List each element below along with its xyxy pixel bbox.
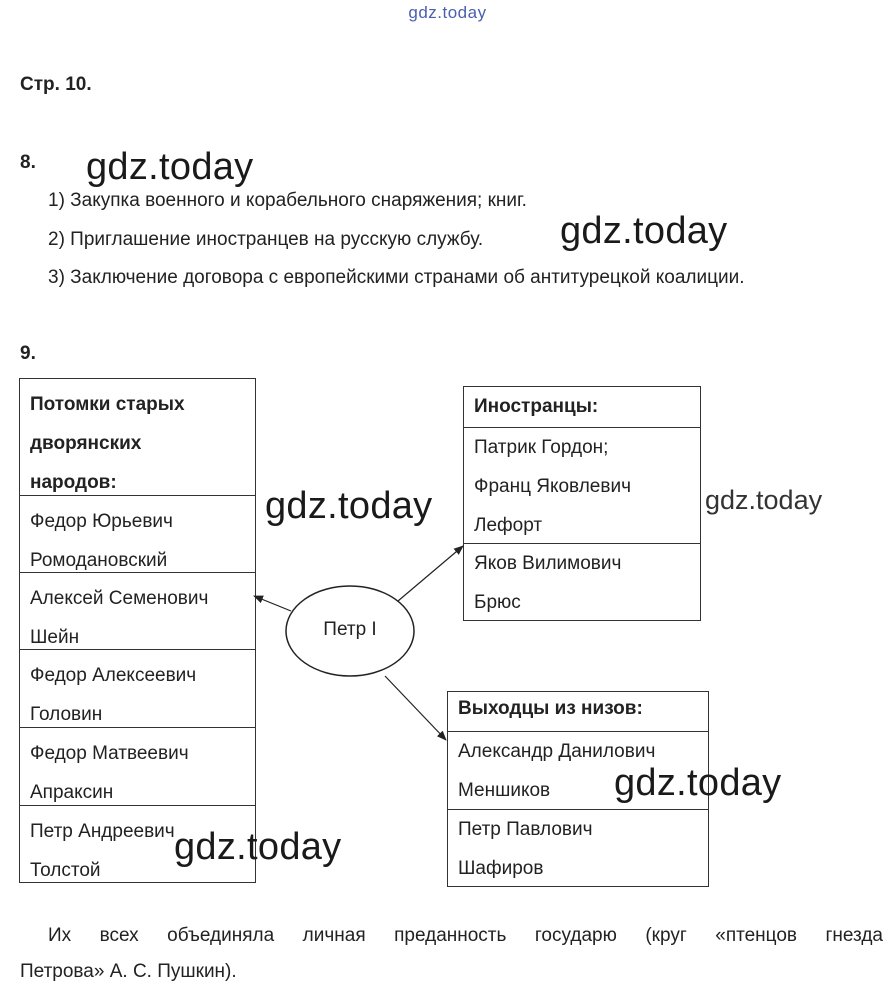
person-name-line: Франц Яковлевич xyxy=(474,476,631,497)
person-first-name: Алексей Семенович xyxy=(30,588,209,609)
left-header-line: народов: xyxy=(30,472,117,493)
person-name-line: Петр Павлович xyxy=(458,819,593,840)
person-last-name: Апраксин xyxy=(30,782,114,803)
task8-item-1: 1) Закупка военного и корабельного снаряжения; книг. xyxy=(48,190,527,211)
center-label: Петр I xyxy=(323,619,377,640)
person-last-name: Шейн xyxy=(30,627,80,648)
person-first-name: Петр Андреевич xyxy=(30,821,175,842)
lowborn-table-header: Выходцы из низов: xyxy=(458,698,643,719)
person-name-line: Шафиров xyxy=(458,858,544,879)
left-header-line: дворянских xyxy=(30,433,142,454)
person-first-name: Федор Алексеевич xyxy=(30,665,197,686)
arrow-to-left-table xyxy=(254,596,291,611)
person-last-name: Головин xyxy=(30,704,103,725)
person-name-line: Брюс xyxy=(474,592,521,613)
left-header-line: Потомки старых xyxy=(30,394,185,415)
task9-number: 9. xyxy=(20,343,36,364)
watermark: gdz.today xyxy=(86,146,254,188)
arrow-to-lowborn xyxy=(385,676,446,740)
person-name-line: Патрик Гордон; xyxy=(474,437,609,458)
person-name-line: Лефорт xyxy=(474,515,543,536)
task8-item-2: 2) Приглашение иностранцев на русскую службу. xyxy=(48,229,484,250)
conclusion-paragraph xyxy=(20,918,883,990)
person-name-line: Александр Данилович xyxy=(458,741,656,762)
person-last-name: Толстой xyxy=(30,860,101,881)
watermark: gdz.today xyxy=(705,485,823,515)
watermark: gdz.today xyxy=(560,210,728,252)
watermark: gdz.today xyxy=(614,762,782,804)
watermark: gdz.today xyxy=(174,826,342,868)
conclusion-line-2: Петрова» А. С. Пушкин). xyxy=(20,961,237,982)
task8-number: 8. xyxy=(20,152,36,173)
person-last-name: Ромодановский xyxy=(30,550,168,571)
foreigners-table-header: Иностранцы: xyxy=(474,396,599,417)
person-first-name: Федор Юрьевич xyxy=(30,511,173,532)
conclusion-line-1: Их всех объединяла личная преданность государю (круг «птенцов гнезда xyxy=(48,925,883,946)
watermark: gdz.today xyxy=(265,485,433,527)
page-title: Стр. 10. xyxy=(20,74,92,95)
person-name-line: Меншиков xyxy=(458,780,551,801)
person-first-name: Федор Матвеевич xyxy=(30,743,189,764)
person-name-line: Яков Вилимович xyxy=(474,553,622,574)
task8-item-3: 3) Заключение договора с европейскими странами об антитурецкой коалиции. xyxy=(48,267,745,288)
header-watermark: gdz.today xyxy=(408,3,487,22)
arrow-to-foreigners xyxy=(398,546,463,601)
